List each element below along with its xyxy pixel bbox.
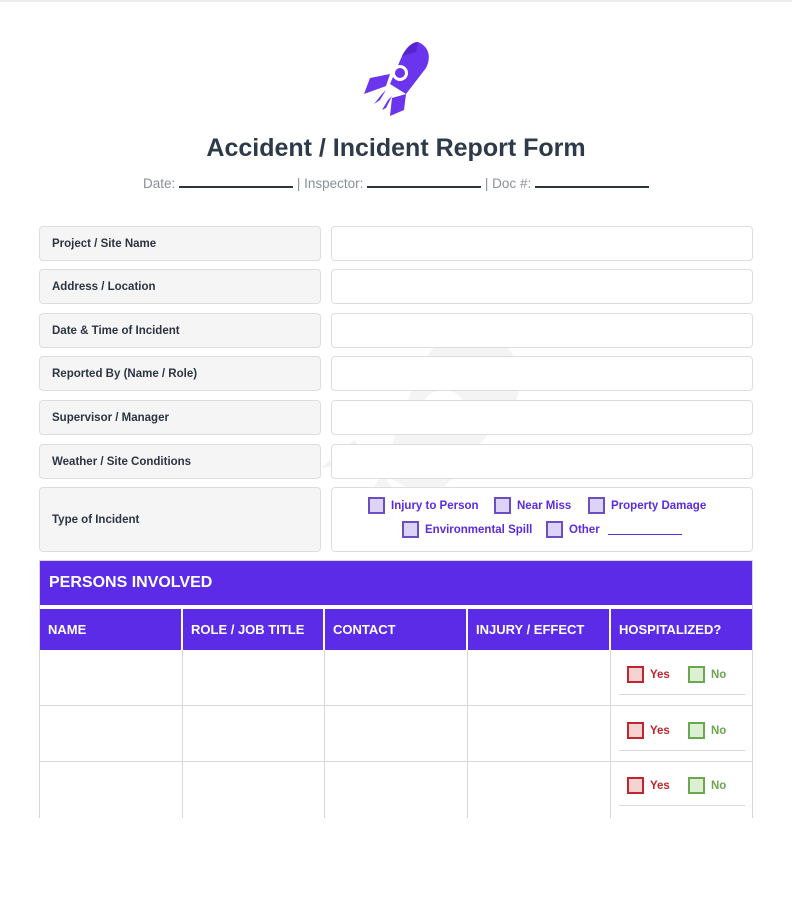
incident-type-field: [331, 487, 753, 552]
option-label: Environmental Spill: [425, 523, 533, 536]
col-name: NAME: [40, 609, 183, 650]
yes-option[interactable]: [627, 666, 670, 683]
supervisor-field[interactable]: [331, 400, 753, 435]
yes-label: Yes: [650, 724, 670, 737]
hospitalized-cell: [611, 706, 752, 762]
col-contact: CONTACT: [325, 609, 468, 650]
col-injury: INJURY / EFFECT: [468, 609, 611, 650]
checkbox[interactable]: [688, 777, 705, 794]
option-near-miss[interactable]: [494, 497, 571, 514]
rocket-icon: [360, 38, 432, 116]
contact-cell[interactable]: [325, 706, 468, 762]
role-cell[interactable]: [183, 650, 325, 706]
project-label: Project / Site Name: [39, 226, 321, 261]
yes-label: Yes: [650, 779, 670, 792]
checkbox[interactable]: [688, 666, 705, 683]
hospitalized-cell: [611, 650, 752, 706]
project-field[interactable]: [331, 226, 753, 261]
divider: [619, 805, 745, 806]
address-label: Address / Location: [39, 269, 321, 304]
injury-cell[interactable]: [468, 650, 611, 706]
option-other[interactable]: [546, 521, 682, 538]
col-hospitalized: HOSPITALIZED?: [611, 609, 752, 650]
option-label: Other: [569, 523, 600, 536]
divider: [619, 750, 745, 751]
datetime-label: Date & Time of Incident: [39, 313, 321, 348]
date-line[interactable]: [179, 186, 293, 188]
yes-label: Yes: [650, 668, 670, 681]
option-label: Near Miss: [517, 499, 572, 512]
checkbox[interactable]: [627, 722, 644, 739]
option-label: Property Damage: [611, 499, 707, 512]
inspector-line[interactable]: [367, 186, 481, 188]
yes-option[interactable]: [627, 722, 670, 739]
datetime-field[interactable]: [331, 313, 753, 348]
persons-table: [39, 560, 753, 818]
doc-line[interactable]: [535, 186, 649, 188]
hospitalized-cell: [611, 762, 752, 818]
no-label: No: [711, 668, 727, 681]
checkbox[interactable]: [688, 722, 705, 739]
checkbox[interactable]: [402, 521, 419, 538]
option-environmental-spill[interactable]: [402, 521, 532, 538]
injury-cell[interactable]: [468, 762, 611, 818]
role-cell[interactable]: [183, 762, 325, 818]
page-title: Accident / Incident Report Form: [206, 134, 586, 162]
no-option[interactable]: [688, 777, 726, 794]
date-label: Date:: [143, 176, 176, 191]
other-line[interactable]: [608, 534, 682, 535]
checkbox[interactable]: [627, 777, 644, 794]
option-property-damage[interactable]: [588, 497, 706, 514]
persons-title: PERSONS INVOLVED: [40, 561, 752, 607]
checkbox[interactable]: [368, 497, 385, 514]
option-injury[interactable]: [368, 497, 479, 514]
address-field[interactable]: [331, 269, 753, 304]
inspector-label: | Inspector:: [296, 176, 364, 191]
yes-option[interactable]: [627, 777, 670, 794]
injury-cell[interactable]: [468, 706, 611, 762]
weather-label: Weather / Site Conditions: [39, 444, 321, 479]
divider: [619, 694, 745, 695]
contact-cell[interactable]: [325, 762, 468, 818]
no-label: No: [711, 779, 727, 792]
checkbox[interactable]: [627, 666, 644, 683]
form-meta: [0, 176, 792, 191]
incident-type-label: Type of Incident: [39, 487, 321, 552]
contact-cell[interactable]: [325, 650, 468, 706]
no-option[interactable]: [688, 666, 726, 683]
reported-by-label: Reported By (Name / Role): [39, 356, 321, 391]
checkbox[interactable]: [588, 497, 605, 514]
weather-field[interactable]: [331, 444, 753, 479]
col-role: ROLE / JOB TITLE: [183, 609, 325, 650]
no-option[interactable]: [688, 722, 726, 739]
doc-label: | Doc #:: [484, 176, 532, 191]
no-label: No: [711, 724, 727, 737]
supervisor-label: Supervisor / Manager: [39, 400, 321, 435]
name-cell[interactable]: [40, 650, 183, 706]
role-cell[interactable]: [183, 706, 325, 762]
name-cell[interactable]: [40, 762, 183, 818]
top-divider: [0, 0, 792, 2]
checkbox[interactable]: [546, 521, 563, 538]
name-cell[interactable]: [40, 706, 183, 762]
reported-by-field[interactable]: [331, 356, 753, 391]
checkbox[interactable]: [494, 497, 511, 514]
option-label: Injury to Person: [391, 499, 479, 512]
